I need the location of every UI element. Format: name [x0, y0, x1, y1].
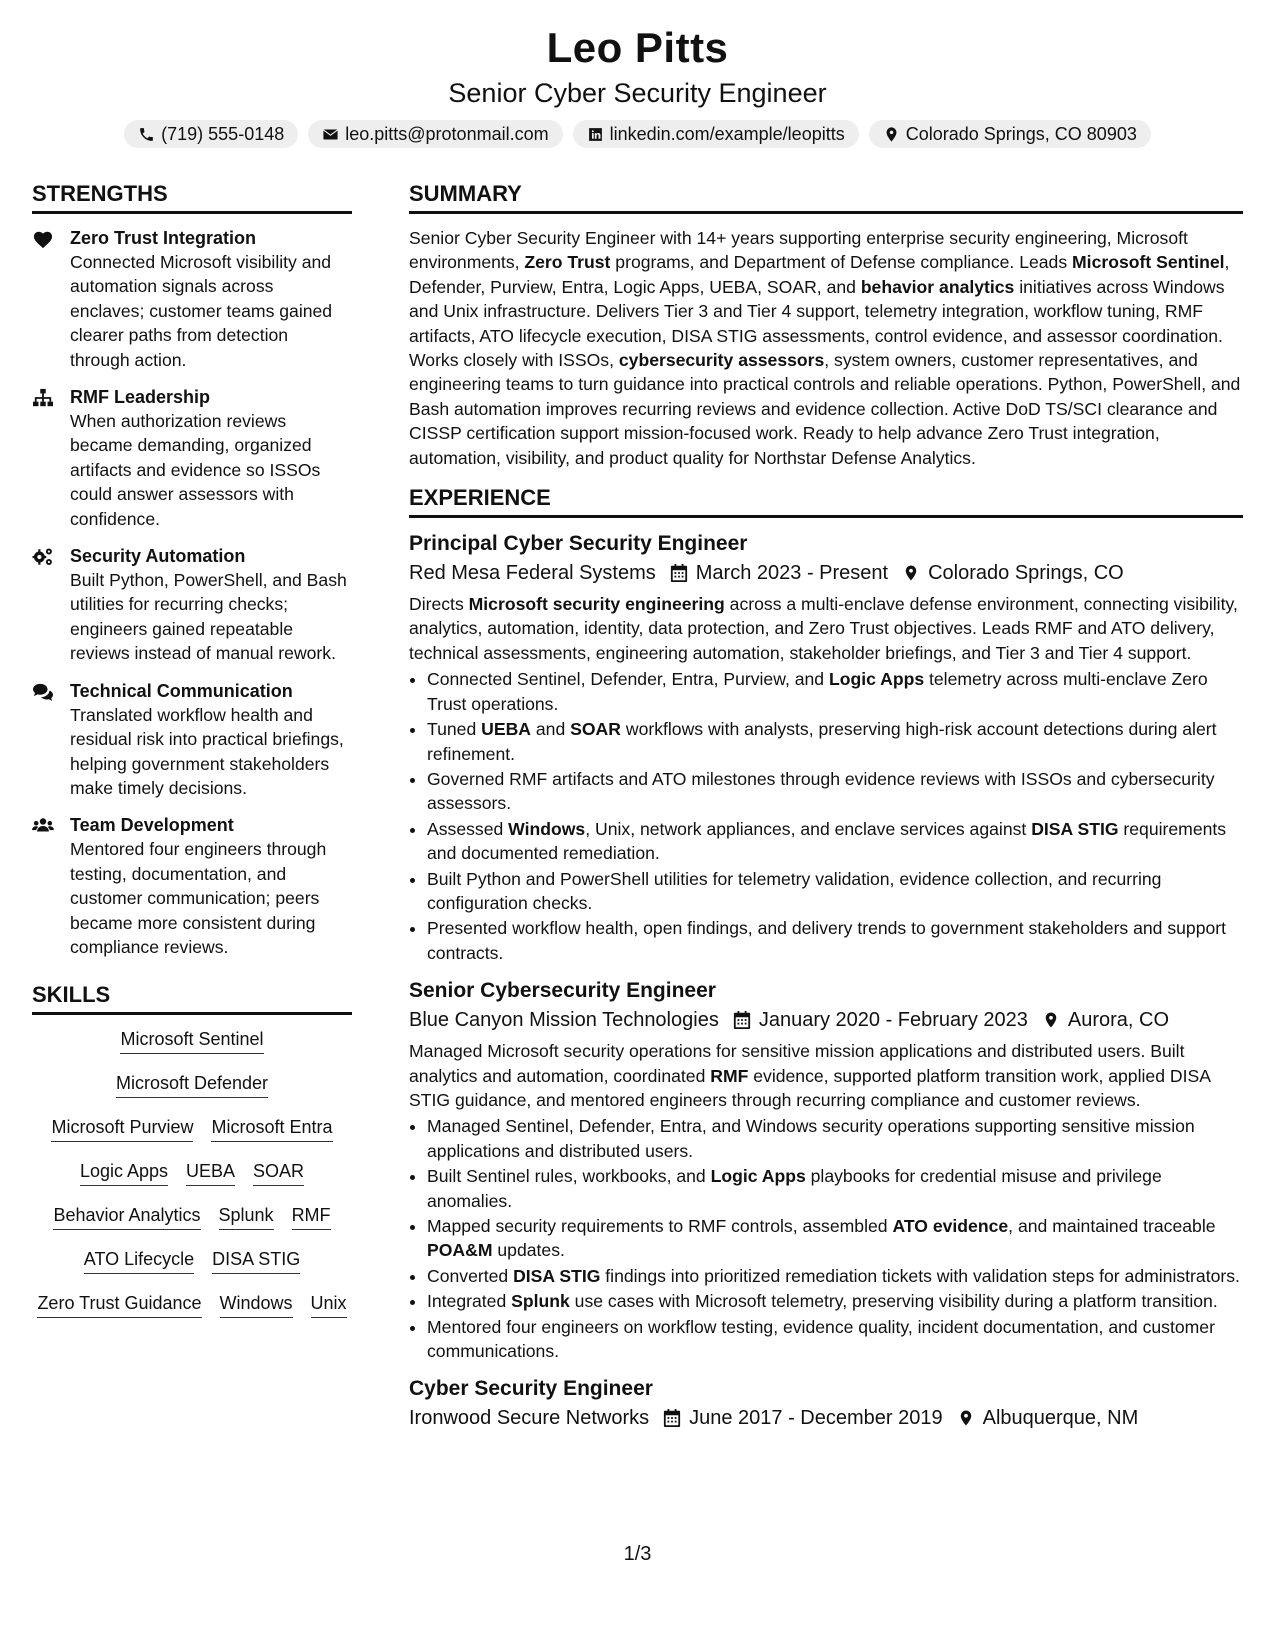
job-entry: [409, 1375, 1243, 1433]
job-title: Cyber Security Engineer: [409, 1377, 653, 1401]
bold-text: UEBA: [481, 719, 531, 740]
location-pin-icon: [902, 563, 920, 583]
contact-location-text: Colorado Springs, CO 80903: [905, 124, 1137, 144]
text-run: Directs: [409, 594, 469, 615]
contact-linkedin[interactable]: [573, 120, 859, 148]
bold-text: ATO evidence: [892, 1216, 1009, 1236]
candidate-title: Senior Cyber Security Engineer: [448, 78, 827, 108]
text-run: , Defender, Purview, Entra, Logic Apps, UEBA, SOAR, and: [409, 252, 1230, 297]
strength-desc: Connected Microsoft visibility and automation signals across enclaves; customer teams gained clearer paths from detection through action.: [70, 252, 333, 370]
text-run: programs, and Department of Defense compliance. Leads: [610, 252, 1073, 273]
skill-tag: ATO Lifecycle: [84, 1247, 194, 1274]
right-column: [409, 180, 1243, 1445]
text-run: across a multi-enclave defense environment, connecting visibility, analytics, automation, identity, data protection, and Zero Trust objectives. Leads RMF and ATO delivery, technical assessments, engineering automation, stakeholder briefings, and Tier 3 and Tier 4 support.: [409, 594, 1238, 663]
bullet-item: [427, 1315, 1243, 1364]
bullet-item: [427, 667, 1243, 716]
text-run: playbooks for credential misuse and privilege anomalies.: [427, 1166, 1162, 1211]
bullet-item: [427, 1114, 1243, 1163]
linkedin-icon: [587, 126, 604, 143]
bullet-item: [427, 1214, 1243, 1263]
text-run: workflows with analysts, preserving high-risk account detections during alert refinement.: [427, 719, 1217, 764]
text-run: Converted: [427, 1265, 514, 1286]
job-description: [409, 1039, 1243, 1112]
location-pin-icon: [883, 126, 900, 143]
text-run: Managed Sentinel, Defender, Entra, and Windows security operations supporting sensitive mission applications and distributed users.: [427, 1116, 1195, 1161]
strength-title: RMF Leadership: [70, 387, 211, 408]
heart-icon: [32, 229, 54, 249]
text-run: telemetry across multi-enclave Zero Trust operations.: [427, 669, 1208, 714]
bold-text: Logic Apps: [828, 669, 925, 690]
left-column: [32, 180, 352, 1318]
text-run: , Unix, network appliances, and enclave services against: [585, 818, 1032, 839]
resume-header: [0, 22, 1275, 148]
strength-item: [32, 813, 352, 959]
strength-title: Security Automation: [70, 546, 246, 567]
envelope-icon: [322, 126, 339, 143]
skill-tag: Logic Apps: [80, 1159, 168, 1186]
bold-text: behavior analytics: [860, 276, 1015, 297]
phone-icon: [138, 126, 155, 143]
skill-tag: RMF: [292, 1203, 331, 1230]
strength-item: [32, 385, 352, 531]
job-location: Colorado Springs, CO: [928, 562, 1124, 585]
users-icon: [32, 816, 54, 836]
bullet-item: [427, 717, 1243, 766]
job-company: Ironwood Secure Networks: [409, 1407, 650, 1430]
strength-item: [32, 226, 352, 372]
bold-text: RMF: [710, 1065, 749, 1086]
text-run: Governed RMF artifacts and ATO milestones through evidence reviews with ISSOs and cybersecurity assessors.: [427, 768, 1215, 814]
text-run: Mapped security requirements to RMF controls, assembled: [427, 1216, 893, 1236]
job-company: Blue Canyon Mission Technologies: [409, 1009, 719, 1032]
calendar-icon: [670, 563, 688, 583]
text-run: Presented workflow health, open findings, and delivery trends to government stakeholders and support contracts.: [427, 918, 1227, 963]
skill-tag: UEBA: [186, 1159, 235, 1186]
skill-tag: Windows: [220, 1291, 293, 1318]
bold-text: Zero Trust: [524, 252, 611, 273]
location-pin-icon: [1042, 1010, 1060, 1030]
text-run: Built Python and PowerShell utilities for telemetry validation, evidence collection, and recurring configuration checks.: [427, 868, 1162, 913]
bold-text: Microsoft security engineering: [468, 594, 725, 615]
page-number: 1/3: [623, 1543, 652, 1565]
contact-email-text: leo.pitts@protonmail.com: [345, 124, 549, 144]
bullet-item: [427, 1164, 1243, 1213]
strength-title: Technical Communication: [70, 680, 293, 701]
bold-text: POA&M: [427, 1240, 493, 1261]
job-dates: March 2023 - Present: [695, 562, 889, 585]
skills-list: [32, 1027, 352, 1318]
contact-email[interactable]: [308, 120, 562, 148]
skill-tag: Microsoft Entra: [211, 1115, 332, 1142]
strength-item: [32, 679, 352, 801]
text-run: requirements and documented remediation.: [427, 818, 1227, 864]
calendar-icon: [663, 1408, 681, 1428]
bold-text: Logic Apps: [710, 1166, 806, 1187]
text-run: Built Sentinel rules, workbooks, and: [427, 1166, 711, 1187]
bold-text: Windows: [508, 818, 586, 839]
job-title: Principal Cyber Security Engineer: [409, 532, 748, 556]
chat-bubbles-icon: [32, 682, 54, 702]
bold-text: cybersecurity assessors: [618, 350, 825, 371]
bullet-item: [427, 867, 1243, 916]
text-run: findings into prioritized remediation tickets with validation steps for administrators.: [600, 1265, 1240, 1286]
contact-phone[interactable]: [124, 120, 298, 148]
bold-text: Splunk: [511, 1291, 570, 1312]
job-entry: [409, 977, 1243, 1363]
contact-bar: [0, 120, 1275, 148]
strengths-heading: STRENGTHS: [32, 180, 352, 214]
bullet-item: [427, 916, 1243, 965]
job-dates: January 2020 - February 2023: [758, 1009, 1028, 1032]
skill-tag: Behavior Analytics: [53, 1203, 200, 1230]
skill-tag: Microsoft Defender: [116, 1071, 268, 1098]
job-meta: [409, 558, 1243, 588]
bullet-item: [427, 1264, 1243, 1288]
text-run: Senior Cyber Security Engineer with 14+ years supporting enterprise security engineering, Microsoft environments,: [409, 228, 1188, 273]
skill-tag: Unix: [311, 1291, 347, 1318]
bold-text: SOAR: [570, 719, 621, 740]
text-run: Connected Sentinel, Defender, Entra, Purview, and: [427, 669, 829, 690]
text-run: use cases with Microsoft telemetry, preserving visibility during a platform transition.: [569, 1291, 1218, 1312]
strength-item: [32, 544, 352, 666]
skill-tag: SOAR: [253, 1159, 304, 1186]
text-run: Assessed: [427, 818, 509, 839]
text-run: , and maintained traceable: [1008, 1216, 1216, 1236]
text-run: evidence, supported platform transition work, applied DISA STIG guidance, and mentored engineers through recurring compliance and customer reviews.: [409, 1065, 1210, 1110]
job-entry: [409, 530, 1243, 965]
summary-text: [409, 226, 1243, 470]
candidate-name: Leo Pitts: [546, 24, 729, 71]
bullet-item: [427, 767, 1243, 816]
summary-heading: SUMMARY: [409, 180, 1243, 214]
bold-text: DISA STIG: [513, 1265, 601, 1286]
job-title: Senior Cybersecurity Engineer: [409, 979, 716, 1003]
skills-heading: SKILLS: [32, 981, 352, 1015]
bullet-item: [427, 817, 1243, 866]
strength-title: Zero Trust Integration: [70, 228, 257, 248]
strength-desc: When authorization reviews became demanding, organized artifacts and evidence so ISSOs could answer assessors with confidence.: [70, 411, 321, 529]
job-description: [409, 592, 1243, 665]
skill-tag: Microsoft Purview: [51, 1115, 193, 1142]
job-dates: June 2017 - December 2019: [689, 1407, 943, 1430]
skill-tag: Microsoft Sentinel: [120, 1027, 263, 1054]
bold-text: Microsoft Sentinel: [1072, 252, 1225, 273]
strength-desc: Mentored four engineers through testing, documentation, and customer communication; peers became more consistent during compliance reviews.: [70, 839, 327, 957]
contact-location: [869, 120, 1151, 148]
bold-text: DISA STIG: [1031, 818, 1119, 839]
skill-tag: DISA STIG: [212, 1247, 300, 1274]
strength-desc: Built Python, PowerShell, and Bash utilities for recurring checks; engineers gained repeatable reviews instead of manual rework.: [70, 570, 347, 664]
text-run: Integrated: [427, 1291, 512, 1312]
job-location: Aurora, CO: [1067, 1009, 1170, 1032]
job-company: Red Mesa Federal Systems: [409, 562, 656, 585]
job-bullets: [409, 667, 1243, 965]
calendar-icon: [733, 1010, 751, 1030]
sitemap-icon: [32, 388, 54, 408]
text-run: Tuned: [427, 719, 482, 740]
gears-icon: [32, 547, 54, 567]
text-run: Mentored four engineers on workflow testing, evidence quality, incident documentation, and customer communications.: [427, 1316, 1215, 1362]
job-bullets: [409, 1114, 1243, 1363]
text-run: updates.: [492, 1240, 565, 1261]
text-run: initiatives across Windows and Unix infrastructure. Delivers Tier 3 and Tier 4 support, telemetry integration, workflow tuning, RMF artifacts, ATO lifecycle execution, DISA STIG assessments, control evidence, and assessor coordination. Works closely with ISSOs,: [409, 276, 1225, 371]
experience-heading: EXPERIENCE: [409, 484, 1243, 518]
job-meta: [409, 1005, 1243, 1035]
bullet-item: [427, 1289, 1243, 1313]
strength-desc: Translated workflow health and residual risk into practical briefings, helping government stakeholders make timely decisions.: [70, 704, 344, 798]
location-pin-icon: [957, 1408, 975, 1428]
text-run: Managed Microsoft security operations for sensitive mission applications and distributed users. Built analytics and automation, coordinated: [409, 1041, 1185, 1086]
job-meta: [409, 1403, 1243, 1433]
contact-linkedin-text: linkedin.com/example/leopitts: [609, 124, 845, 144]
text-run: , system owners, customer representatives, and engineering teams to turn guidance into practical controls and reliable operations. Python, PowerShell, and Bash automation improves recurring reviews and evidence collection. Active DoD TS/SCI clearance and CISSP certification support mission-focused work. Ready to help advance Zero Trust integration, automation, visibility, and product quality for Northstar Defense Analytics.: [409, 350, 1241, 468]
job-location: Albuquerque, NM: [982, 1407, 1139, 1430]
text-run: and: [530, 719, 571, 740]
skill-tag: Splunk: [219, 1203, 274, 1230]
experience-list: [409, 530, 1243, 1433]
contact-phone-text: (719) 555-0148: [161, 124, 285, 144]
strength-title: Team Development: [70, 815, 234, 836]
skill-tag: Zero Trust Guidance: [37, 1291, 201, 1318]
